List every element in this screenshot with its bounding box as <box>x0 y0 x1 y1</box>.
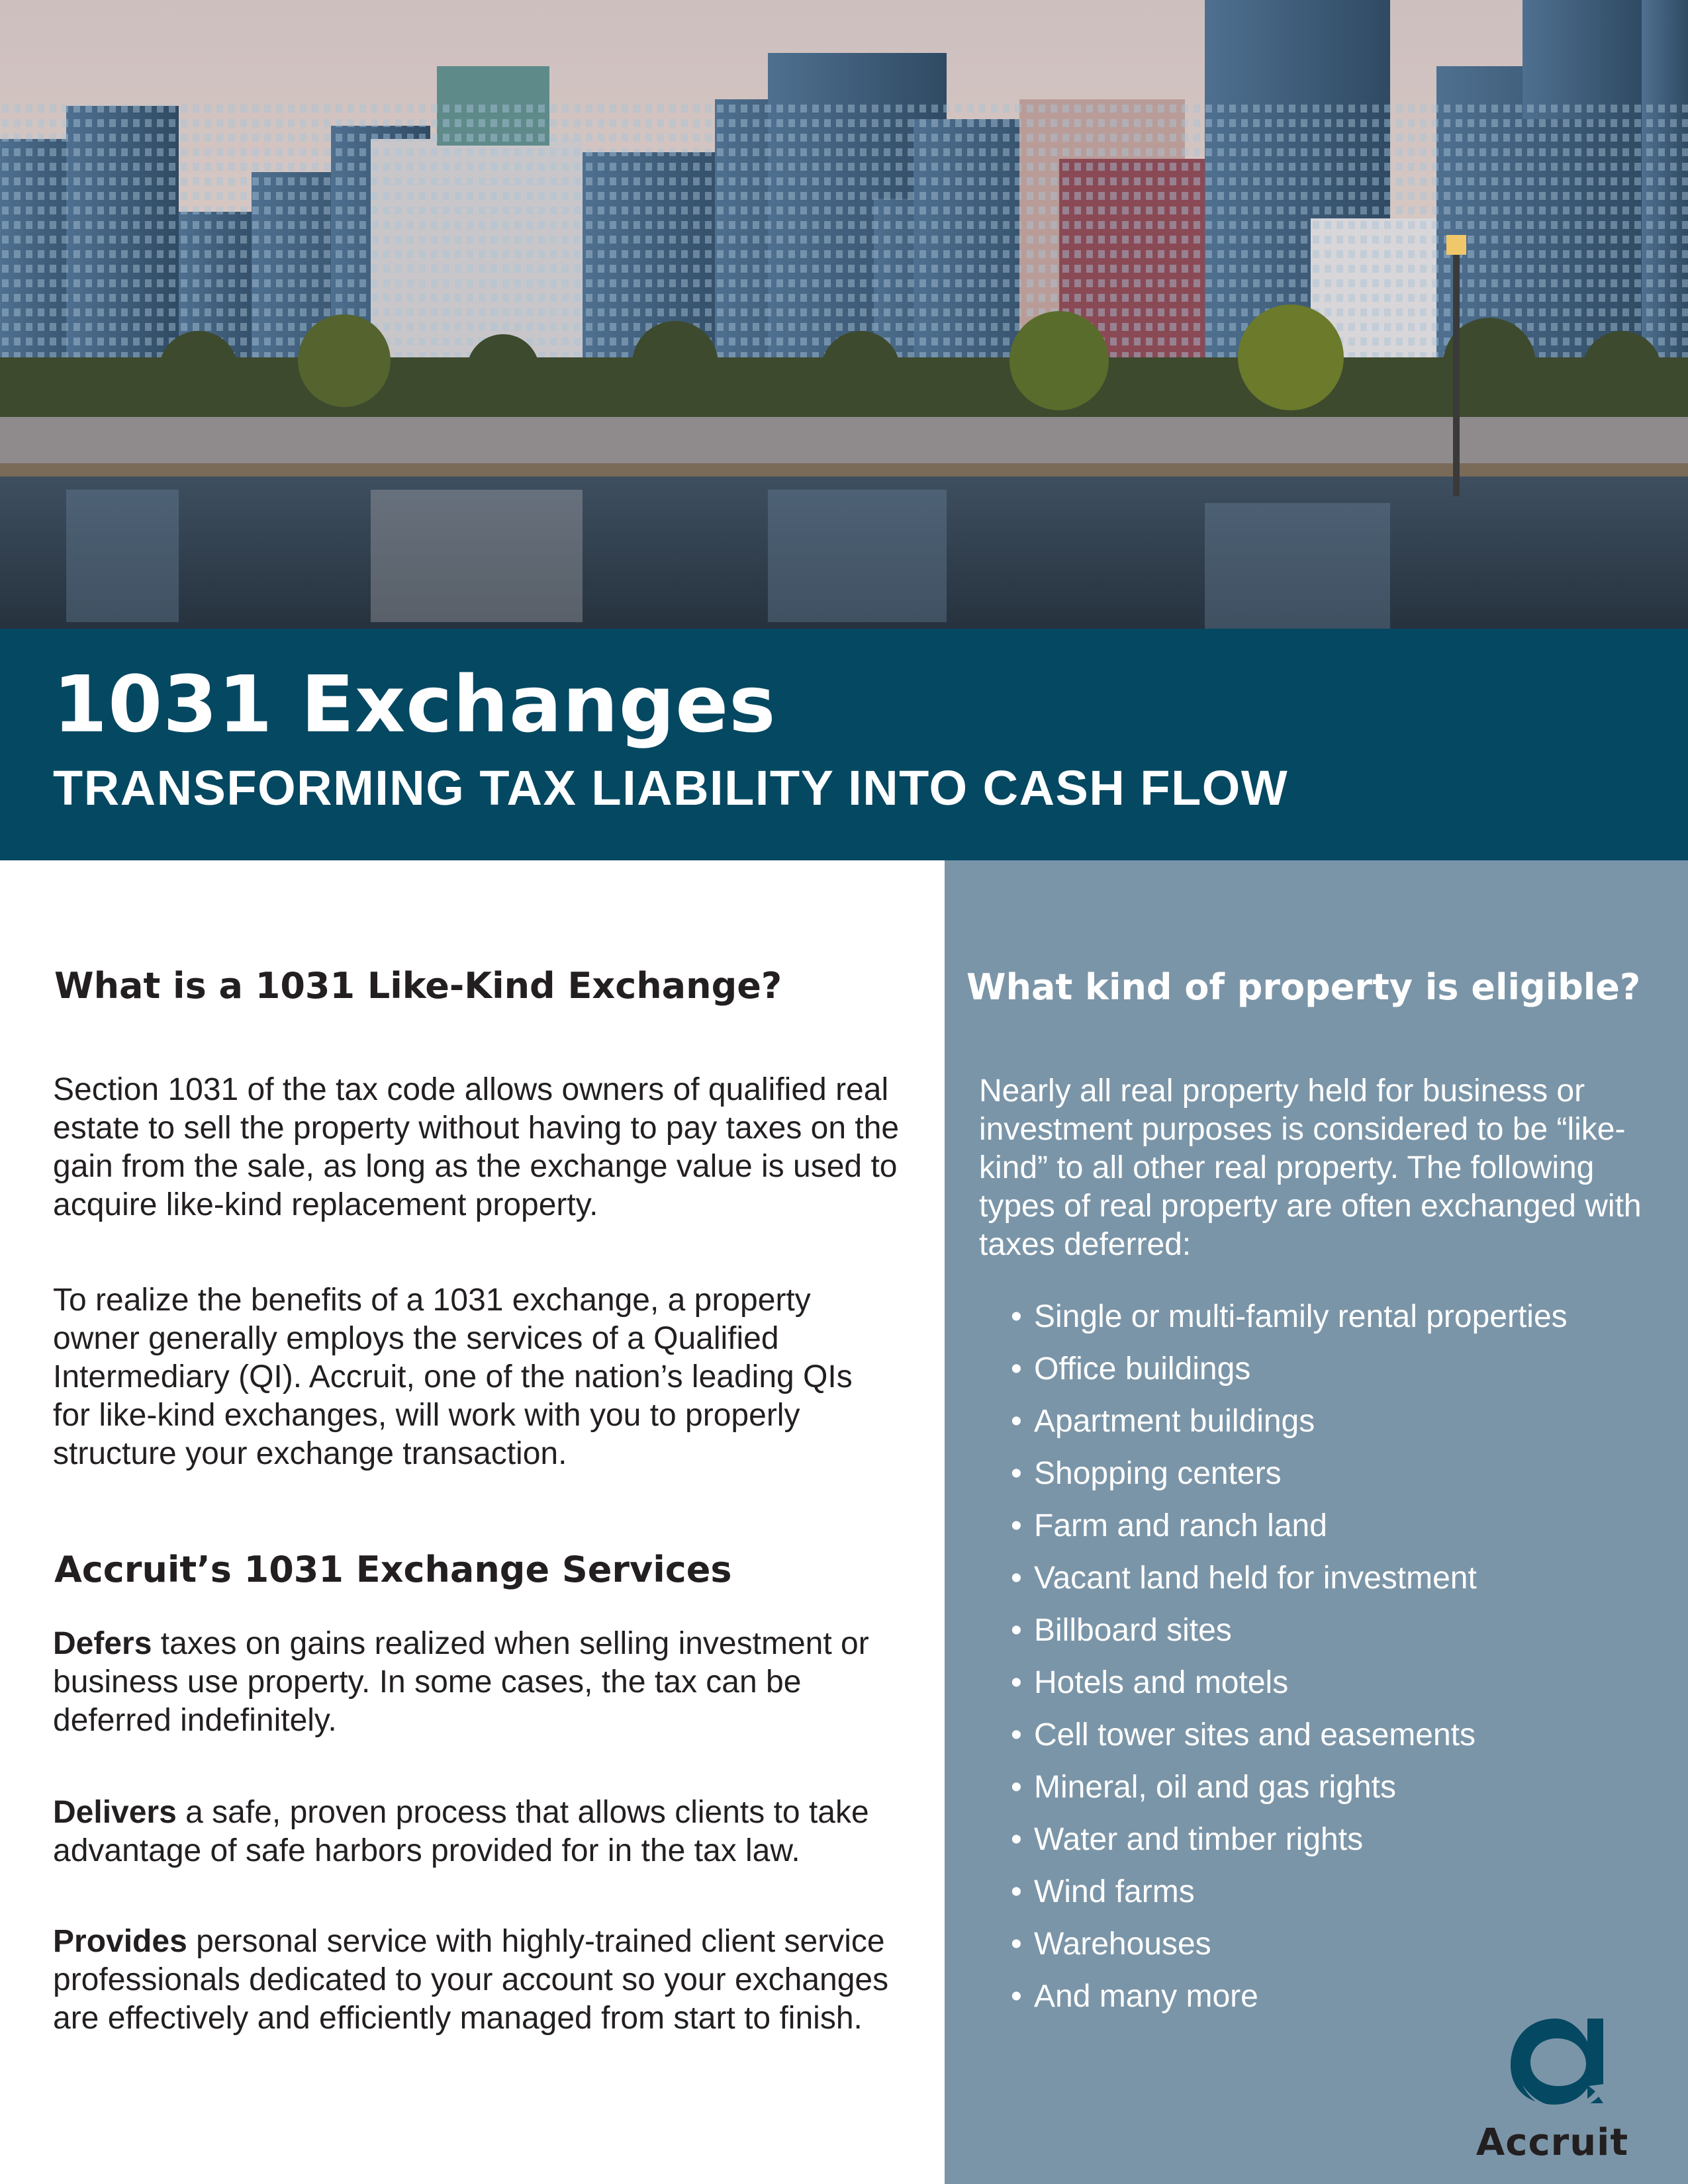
accruit-logo <box>1456 2005 1648 2171</box>
city-skyline-image <box>0 0 1688 629</box>
list-item <box>1011 1813 1568 1866</box>
bullet-icon: • <box>1011 1508 1022 1543</box>
list-item-label: Mineral, oil and gas rights <box>1034 1770 1396 1805</box>
list-item <box>1011 1761 1568 1813</box>
list-item <box>1011 1604 1568 1657</box>
service-delivers <box>53 1794 894 1870</box>
list-item <box>1011 1552 1568 1604</box>
page-title: 1031 Exchanges <box>53 659 776 750</box>
list-item <box>1011 1447 1568 1500</box>
list-item <box>1011 1866 1568 1918</box>
bullet-icon: • <box>1011 1351 1022 1387</box>
accruit-a-arrow-logo-icon <box>1503 2005 1609 2118</box>
list-item <box>1011 1291 1568 1343</box>
service-provides-keyword: Provides <box>53 1924 187 1959</box>
property-type-list <box>1011 1291 1568 2023</box>
list-item-label: Water and timber rights <box>1034 1822 1364 1857</box>
list-item-label: Wind farms <box>1034 1874 1195 1909</box>
eligible-heading: What kind of property is eligible? <box>966 966 1641 1008</box>
service-defers <box>53 1625 894 1740</box>
bullet-icon: • <box>1011 1404 1022 1439</box>
bullet-icon: • <box>1011 1613 1022 1648</box>
bullet-icon: • <box>1011 1561 1022 1596</box>
service-delivers-keyword: Delivers <box>53 1795 177 1830</box>
page-subtitle: TRANSFORMING TAX LIABILITY INTO CASH FLOW <box>53 760 1289 815</box>
list-item-label: And many more <box>1034 1979 1258 2014</box>
bullet-icon: • <box>1011 1979 1022 2014</box>
list-item-label: Single or multi-family rental properties <box>1034 1299 1568 1334</box>
intro-paragraph-2: To realize the benefits of a 1031 exchange, a property owner generally employs the services of a Qualified Intermediary (QI). Accruit, one of the nation’s leading QIs for like-kind exchanges, will work with you to properly structure your exchange transaction. <box>53 1283 853 1471</box>
service-provides <box>53 1923 907 2038</box>
list-item <box>1011 1395 1568 1447</box>
bullet-icon: • <box>1011 1299 1022 1334</box>
list-item <box>1011 1918 1568 1970</box>
list-item-label: Office buildings <box>1034 1351 1251 1387</box>
list-item-label: Farm and ranch land <box>1034 1508 1327 1543</box>
list-item <box>1011 1343 1568 1395</box>
title-banner <box>0 629 1688 860</box>
services-heading: Accruit’s 1031 Exchange Services <box>54 1549 732 1590</box>
list-item-label: Vacant land held for investment <box>1034 1561 1477 1596</box>
brand-wordmark: Accruit <box>1476 2121 1629 2164</box>
eligible-property-panel <box>945 860 1688 2184</box>
bullet-icon: • <box>1011 1874 1022 1909</box>
bullet-icon: • <box>1011 1717 1022 1752</box>
bullet-icon: • <box>1011 1456 1022 1491</box>
list-item-label: Shopping centers <box>1034 1456 1282 1491</box>
list-item-label: Cell tower sites and easements <box>1034 1717 1476 1752</box>
list-item-label: Apartment buildings <box>1034 1404 1315 1439</box>
list-item <box>1011 1657 1568 1709</box>
list-item-label: Hotels and motels <box>1034 1665 1289 1700</box>
bullet-icon: • <box>1011 1665 1022 1700</box>
bullet-icon: • <box>1011 1927 1022 1962</box>
list-item-label: Billboard sites <box>1034 1613 1232 1648</box>
eligible-intro: Nearly all real property held for business or investment purposes is considered to be “like-kind” to all other real property. The following types of real property are often exchanged with taxes deferred: <box>979 1073 1642 1262</box>
service-defers-text: taxes on gains realized when selling investment or business use property. In some cases, the tax can be deferred indefinitely. <box>53 1626 869 1738</box>
list-item-label: Warehouses <box>1034 1927 1211 1962</box>
hero-photo <box>0 0 1688 629</box>
list-item <box>1011 1500 1568 1552</box>
bullet-icon: • <box>1011 1770 1022 1805</box>
service-delivers-text: a safe, proven process that allows clients to take advantage of safe harbors provided for in the tax law. <box>53 1795 869 1868</box>
like-kind-heading: What is a 1031 Like-Kind Exchange? <box>54 965 782 1007</box>
bullet-icon: • <box>1011 1822 1022 1857</box>
list-item <box>1011 1709 1568 1761</box>
service-defers-keyword: Defers <box>53 1626 152 1661</box>
intro-paragraph-1: Section 1031 of the tax code allows owners of qualified real estate to sell the property without having to pay taxes on the gain from the sale, as long as the exchange value is used to acquire like-kind replacement property. <box>53 1072 900 1222</box>
service-provides-text: personal service with highly-trained client service professionals dedicated to your account so your exchanges are effectively and efficiently managed from start to finish. <box>53 1924 889 2036</box>
